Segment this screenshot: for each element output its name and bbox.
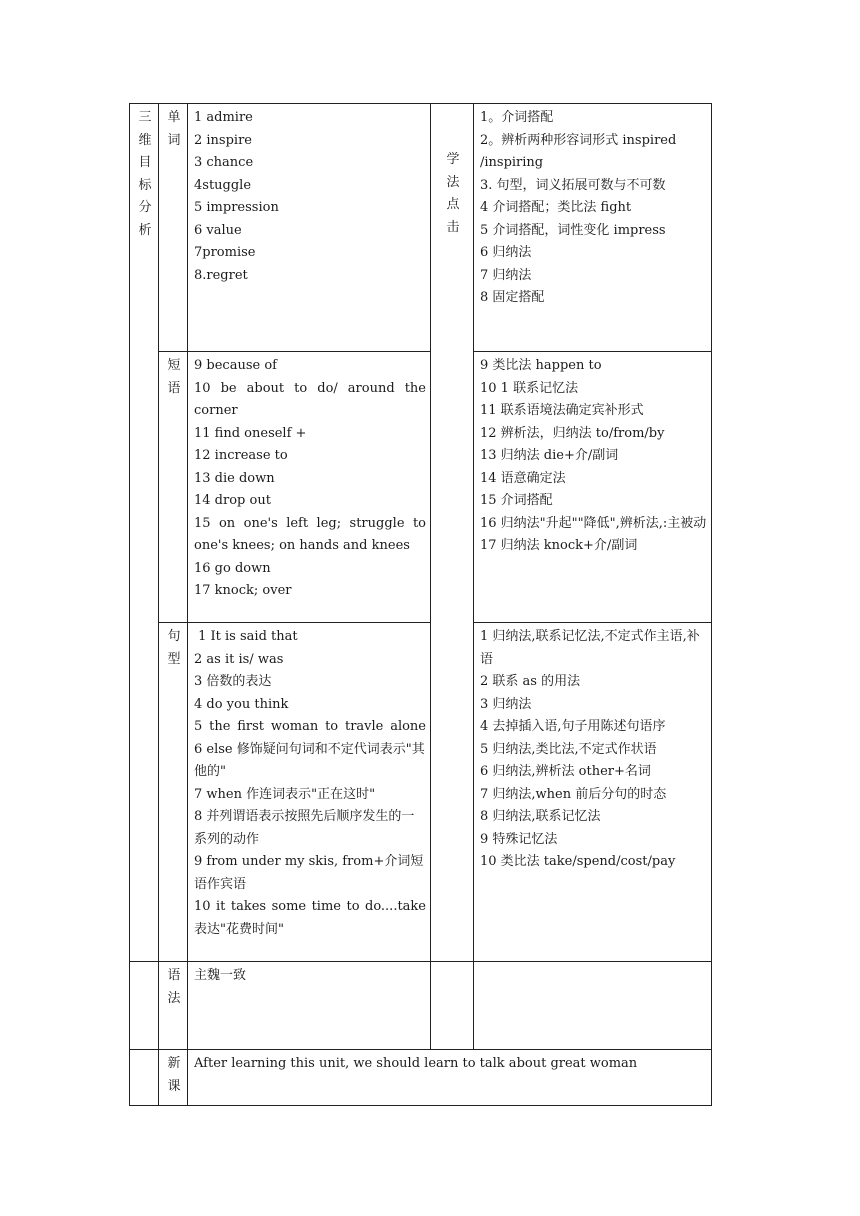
sentences-label: 句型: [167, 629, 181, 667]
phrases-items-cell: [188, 352, 431, 623]
words-method: 1。介词搭配: [480, 110, 554, 125]
phrases-item: 10 be about to do/ around the corner: [194, 380, 426, 418]
phrases-label-cell: [159, 352, 188, 623]
sentences-method: 2 联系 as 的用法: [480, 674, 581, 689]
new-lesson-label-cell: [159, 1050, 188, 1106]
grammar-label-cell: [159, 962, 188, 1050]
sentences-method: 7 归纳法,when 前后分句的时态: [480, 786, 667, 802]
words-label-cell: [159, 104, 188, 352]
sentences-methods-cell: [474, 623, 712, 962]
sentences-item: 5 the first woman to travle alone: [194, 719, 426, 734]
words-method: 5 介词搭配，词性变化 impress: [480, 222, 666, 238]
grammar-empty-cell: [130, 962, 159, 1050]
words-method: 6 归纳法: [480, 245, 532, 260]
sentences-item: 7 when 作连词表示"正在这时": [194, 786, 376, 802]
sentences-method: 1 归纳法,联系记忆法,不定式作主语,补语: [480, 629, 700, 667]
lesson-plan-table: [129, 103, 712, 1106]
grammar-label: 语法: [167, 968, 181, 1006]
words-items-cell: [188, 104, 431, 352]
phrases-methods-cell: [474, 352, 712, 623]
sentences-item: 4 do you think: [194, 696, 289, 712]
new-lesson-content-cell: [188, 1050, 712, 1106]
method-label: 学法点击: [446, 152, 460, 235]
method-label-cell: [431, 104, 474, 962]
words-method: 2。辨析两种形容词形式 inspired /inspiring: [480, 132, 677, 170]
sentences-label-cell: [159, 623, 188, 962]
words-method: 4 介词搭配；类比法 fight: [480, 200, 632, 215]
sentences-method: 8 归纳法,联系记忆法: [480, 809, 601, 824]
phrases-method: 12 辨析法，归纳法 to/from/by: [480, 425, 665, 441]
row-words: [130, 104, 712, 352]
sentences-method: 3 归纳法: [480, 696, 532, 712]
phrases-item: 16 go down: [194, 560, 271, 576]
new-lesson-empty-cell: [130, 1050, 159, 1106]
phrases-method: 16 归纳法"升起""降低",辨析法,:主被动: [480, 515, 707, 531]
sentences-method: 6 归纳法,辨析法 other+名词: [480, 764, 651, 779]
phrases-item: 14 drop out: [194, 493, 271, 508]
words-item: 2 inspire: [194, 132, 252, 148]
row-new-lesson: [130, 1050, 712, 1106]
row-sentences: [130, 623, 712, 962]
words-item: 8.regret: [194, 267, 248, 283]
words-item: 3 chance: [194, 155, 254, 170]
phrases-item: 17 knock; over: [194, 583, 292, 598]
new-lesson-label: 新课: [167, 1056, 181, 1094]
words-item: 4stuggle: [194, 177, 252, 193]
phrases-method: 14 语意确定法: [480, 470, 566, 486]
phrases-label: 短语: [167, 358, 181, 396]
grammar-content: 主魏一致: [194, 968, 247, 983]
words-method: 3. 句型，词义拓展可数与不可数: [480, 177, 666, 193]
sentences-item: 9 from under my skis, from+介词短语作宾语: [194, 854, 424, 892]
phrases-method: 17 归纳法 knock+介/副词: [480, 538, 638, 553]
phrases-item: 15 on one's left leg; struggle to one's knees; on hands and knees: [194, 515, 426, 553]
sentences-method: 10 类比法 take/spend/cost/pay: [480, 854, 676, 869]
sentences-method: 4 去掉插入语,句子用陈述句语序: [480, 719, 666, 734]
words-item: 6 value: [194, 222, 242, 238]
grammar-empty-method-label-cell: [431, 962, 474, 1050]
sentences-method: 5 归纳法,类比法,不定式作状语: [480, 741, 657, 757]
sentences-item: 8 并列谓语表示按照先后顺序发生的一系列的动作: [194, 809, 415, 847]
sentences-items-cell: [188, 623, 431, 962]
sentences-item: 3 倍数的表达: [194, 674, 272, 689]
phrases-item: 13 die down: [194, 470, 275, 486]
new-lesson-content: After learning this unit, we should learn to talk about great woman: [194, 1056, 638, 1071]
row-grammar: [130, 962, 712, 1050]
words-method: 7 归纳法: [480, 267, 532, 283]
phrases-method: 11 联系语境法确定宾补形式: [480, 403, 644, 418]
grammar-content-cell: [188, 962, 431, 1050]
words-method: 8 固定搭配: [480, 290, 545, 305]
phrases-item: 9 because of: [194, 358, 277, 373]
words-item: 1 admire: [194, 110, 253, 125]
sentences-item: 10 it takes some time to do....take 表达"花费时间": [194, 899, 426, 937]
sentences-item: 2 as it is/ was: [194, 651, 284, 667]
words-label: 单词: [167, 110, 181, 148]
phrases-item: 11 find oneself +: [194, 425, 307, 441]
phrases-method: 9 类比法 happen to: [480, 358, 602, 373]
words-item: 5 impression: [194, 200, 279, 215]
phrases-method: 15 介词搭配: [480, 493, 553, 508]
sentences-item: 6 else 修饰疑问句词和不定代词表示"其他的": [194, 741, 425, 779]
sentences-item: 1 It is said that: [194, 629, 298, 644]
words-methods-cell: [474, 104, 712, 352]
category-cell: [130, 104, 159, 962]
category-label: 三维目标分析: [138, 110, 152, 238]
sentences-method: 9 特殊记忆法: [480, 831, 558, 847]
words-item: 7promise: [194, 245, 256, 260]
phrases-method: 13 归纳法 die+介/副词: [480, 448, 619, 463]
grammar-empty-method-cell: [474, 962, 712, 1050]
row-phrases: [130, 352, 712, 623]
phrases-item: 12 increase to: [194, 448, 288, 463]
phrases-method: 10 1 联系记忆法: [480, 380, 579, 396]
